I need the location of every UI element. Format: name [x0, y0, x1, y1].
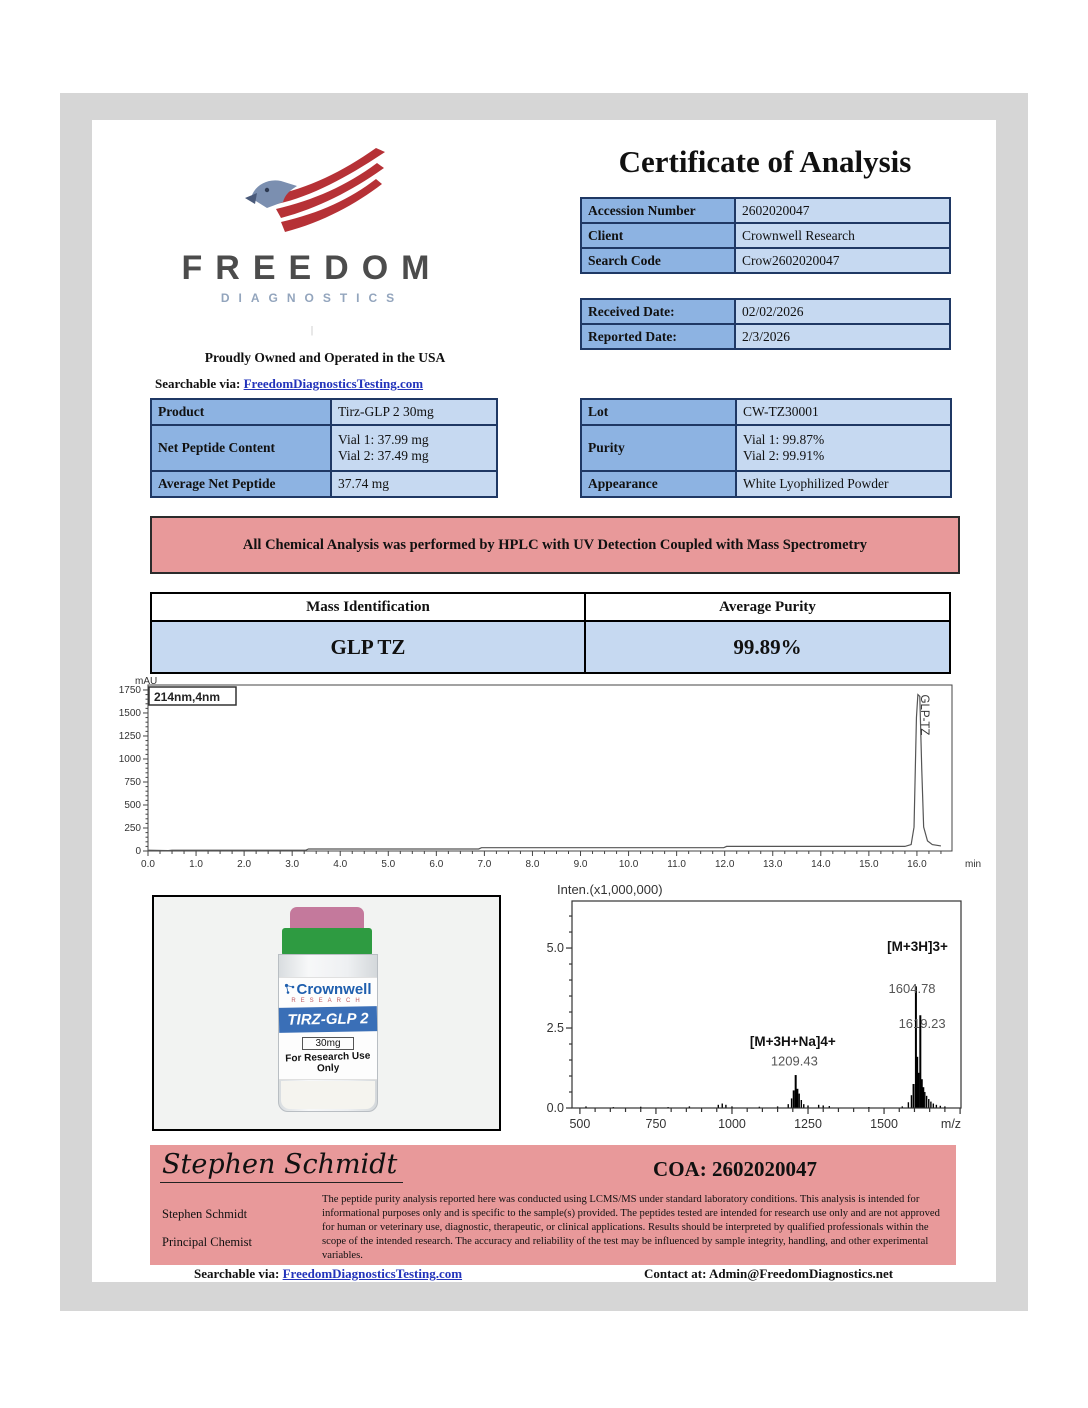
table-row [151, 621, 950, 673]
product-table [150, 398, 498, 498]
vial-glass [278, 954, 378, 1112]
row-label: Product [151, 399, 331, 425]
row-label: Received Date: [581, 299, 735, 324]
value-line: Vial 2: 37.49 mg [338, 448, 429, 463]
vial-product-name: TIRZ-GLP 2 [279, 1006, 377, 1033]
row-value: Crow2602020047 [735, 248, 950, 273]
logo-divider: | [310, 325, 313, 336]
svg-text:8.0: 8.0 [525, 859, 540, 870]
hplc-chromatogram [115, 677, 995, 882]
summary-table [150, 592, 951, 674]
table-row [581, 425, 951, 471]
svg-text:9.0: 9.0 [573, 859, 588, 870]
row-label: Search Code [581, 248, 735, 273]
eagle-flag-icon [237, 148, 387, 240]
value-line: Vial 1: 37.99 mg [338, 432, 429, 447]
vial [278, 907, 376, 1112]
table-row [151, 399, 497, 425]
footer-contact: Contact at: Admin@FreedomDiagnostics.net [644, 1266, 894, 1281]
row-value: Tirz-GLP 2 30mg [331, 399, 497, 425]
table-row [581, 399, 951, 425]
row-label: Lot [581, 399, 736, 425]
svg-text:m/z: m/z [940, 1117, 962, 1131]
svg-text:1500: 1500 [870, 1117, 898, 1131]
svg-text:1250: 1250 [794, 1117, 822, 1131]
product-vial-photo [152, 895, 501, 1131]
row-label: Net Peptide Content [151, 425, 331, 471]
search-site-link[interactable]: FreedomDiagnosticsTesting.com [243, 376, 424, 391]
table-row [151, 593, 950, 621]
svg-text:6.0: 6.0 [429, 859, 444, 870]
brand-name: FREEDOM [181, 249, 443, 287]
vial-dose: 30mg [302, 1037, 353, 1050]
searchable-line [155, 376, 423, 392]
svg-text:min: min [965, 859, 982, 870]
vial-research-note: For Research Use Only [285, 1050, 371, 1075]
vial-brand-sub: RESEARCH [291, 998, 365, 1004]
svg-text:mAU: mAU [135, 677, 158, 687]
svg-text:1000: 1000 [718, 1117, 746, 1131]
svg-text:5.0: 5.0 [546, 941, 564, 956]
svg-text:500: 500 [124, 799, 141, 811]
svg-text:1250: 1250 [118, 730, 141, 742]
certificate-page [92, 120, 996, 1282]
svg-text:214nm,4nm: 214nm,4nm [154, 690, 221, 704]
mass-spectrum-chart [537, 880, 992, 1135]
lot-table [580, 398, 952, 498]
table-row [151, 471, 497, 497]
svg-text:0: 0 [135, 846, 141, 857]
brand-subname: DIAGNOSTICS [220, 291, 404, 305]
column-header: Mass Identification [151, 593, 585, 621]
footer-search-line [194, 1266, 462, 1282]
svg-text:0.0: 0.0 [546, 1101, 564, 1115]
row-label: Appearance [581, 471, 736, 497]
coa-number: COA: 2602020047 [653, 1157, 817, 1181]
svg-text:5.0: 5.0 [381, 859, 396, 870]
svg-text:1209.43: 1209.43 [770, 1053, 818, 1069]
svg-text:1604.78: 1604.78 [888, 981, 936, 997]
svg-text:0.0: 0.0 [141, 859, 155, 870]
row-label: Accession Number [581, 198, 735, 223]
company-logo [162, 148, 462, 305]
searchable-prefix: Searchable via: [155, 376, 244, 391]
tagline: Proudly Owned and Operated in the USA [204, 350, 446, 365]
svg-text:12.0: 12.0 [714, 859, 735, 870]
svg-text:11.0: 11.0 [667, 859, 686, 870]
svg-text:1750: 1750 [118, 684, 141, 696]
row-value: 2602020047 [735, 198, 950, 223]
svg-text:15.0: 15.0 [859, 859, 879, 870]
vial-label [279, 977, 377, 1080]
vial-brand: Crownwell [279, 982, 377, 997]
table-row [151, 425, 497, 471]
footer-search-link[interactable]: FreedomDiagnosticsTesting.com [282, 1266, 463, 1281]
svg-text:GLP-TZ: GLP-TZ [917, 694, 930, 736]
value-line: Vial 1: 99.87% [743, 432, 825, 447]
svg-text:750: 750 [124, 776, 141, 788]
disclaimer-text: The peptide purity analysis reported here was conducted using LCMS/MS under standard laboratory conditions. This analysis is intended for informational purposes only and is specific to the sample(s) provided. The peptides tested are intended for research use only and are not approved for human or veterinary use, diagnostic, therapeutic, or clinical applications. Results should be interpreted by qualified professionals within the scope of the intended research. The accuracy and reliability of the test may be influenced by sample integrity, handling, and other experimental variables. [322, 1194, 940, 1262]
value-line: Vial 2: 99.91% [743, 448, 825, 463]
row-value: 02/02/2026 [735, 299, 950, 324]
table-row [581, 299, 950, 324]
svg-text:750: 750 [645, 1117, 667, 1131]
footer-search-prefix: Searchable via: [194, 1266, 283, 1281]
svg-text:250: 250 [124, 822, 141, 834]
page-frame [60, 93, 1028, 1311]
method-banner: All Chemical Analysis was performed by HPLC with UV Detection Coupled with Mass Spectrometry [150, 516, 960, 574]
page-title: Certificate of Analysis [618, 144, 912, 179]
row-value: White Lyophilized Powder [736, 471, 951, 497]
table-row [581, 248, 950, 273]
average-purity-value: 99.89% [585, 621, 950, 673]
svg-text:2.0: 2.0 [237, 859, 252, 870]
svg-text:13.0: 13.0 [763, 859, 783, 870]
svg-text:10.0: 10.0 [618, 859, 639, 870]
row-value [331, 425, 497, 471]
row-value: 2/3/2026 [735, 324, 950, 349]
chemist-role: Principal Chemist [162, 1235, 252, 1249]
chemist-name: Stephen Schmidt [162, 1207, 248, 1221]
vial-collar [282, 928, 372, 956]
svg-text:1500: 1500 [118, 707, 141, 719]
svg-text:[M+3H+Na]4+: [M+3H+Na]4+ [749, 1033, 836, 1049]
accession-table [580, 197, 951, 274]
svg-text:4.0: 4.0 [333, 859, 348, 870]
signature-block [150, 1145, 956, 1265]
row-label: Reported Date: [581, 324, 735, 349]
svg-text:1000: 1000 [118, 753, 141, 765]
row-label: Client [581, 223, 735, 248]
svg-text:1619.23: 1619.23 [898, 1016, 946, 1032]
row-value [736, 425, 951, 471]
table-row [581, 324, 950, 349]
signature-handwriting: Stephen Schmidt [160, 1149, 403, 1183]
row-label: Average Net Peptide [151, 471, 331, 497]
table-row [581, 471, 951, 497]
column-header: Average Purity [585, 593, 950, 621]
row-value: Crownwell Research [735, 223, 950, 248]
svg-text:1.0: 1.0 [189, 859, 204, 870]
row-value: 37.74 mg [331, 471, 497, 497]
vial-powder [281, 1081, 375, 1109]
svg-text:2.5: 2.5 [546, 1021, 564, 1036]
svg-text:500: 500 [569, 1117, 591, 1131]
svg-text:7.0: 7.0 [477, 859, 492, 870]
table-row [581, 223, 950, 248]
dates-table [580, 298, 951, 350]
svg-text:3.0: 3.0 [285, 859, 300, 870]
svg-text:Inten.(x1,000,000): Inten.(x1,000,000) [557, 882, 663, 897]
row-value: CW-TZ30001 [736, 399, 951, 425]
svg-text:16.0: 16.0 [907, 859, 927, 870]
svg-text:14.0: 14.0 [811, 859, 831, 870]
svg-text:[M+3H]3+: [M+3H]3+ [887, 939, 948, 955]
molecule-icon [284, 983, 296, 995]
mass-identification-value: GLP TZ [151, 621, 585, 673]
row-label: Purity [581, 425, 736, 471]
table-row [581, 198, 950, 223]
